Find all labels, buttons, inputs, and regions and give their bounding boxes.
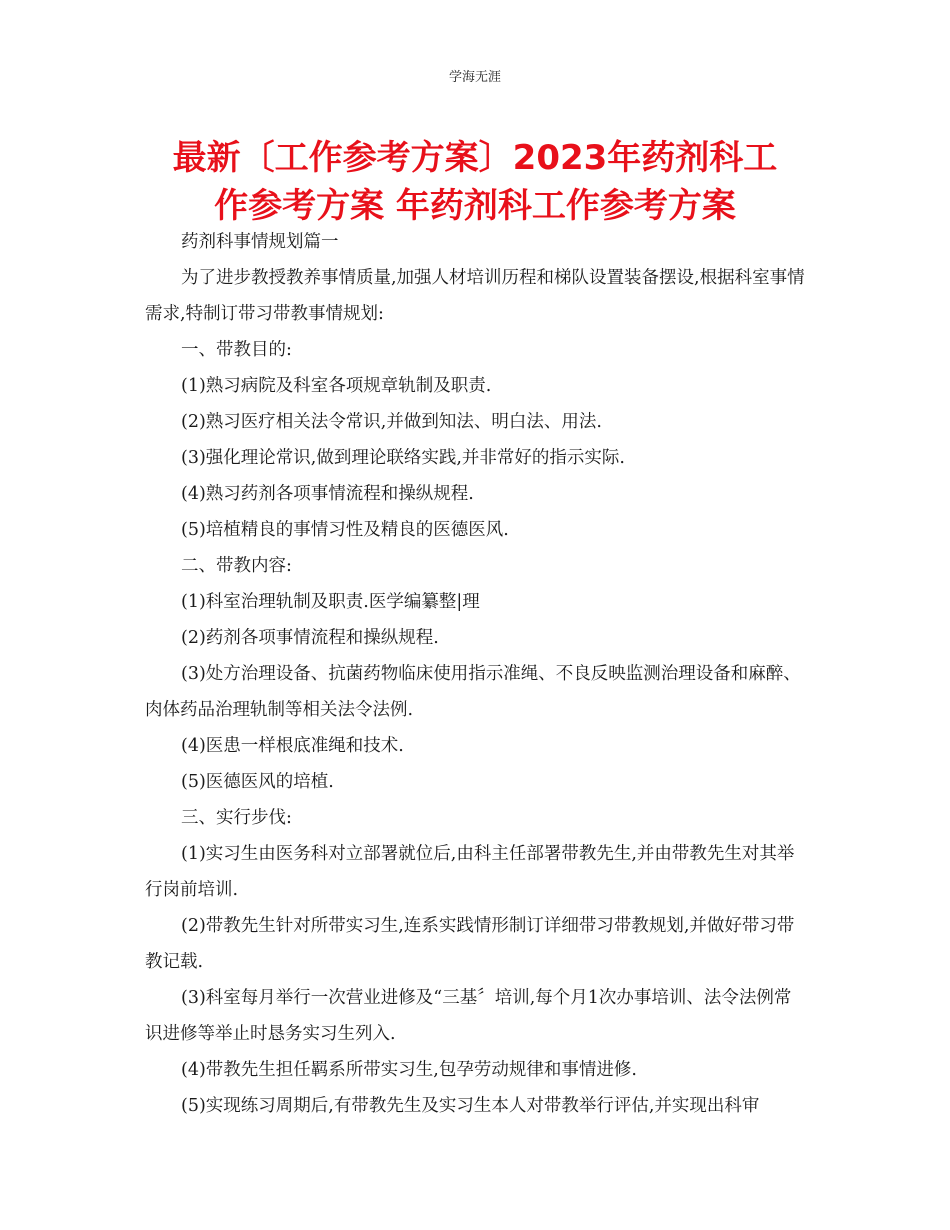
paragraph: (5)培植精良的事情习性及精良的医德医风. xyxy=(181,520,509,540)
paragraph: (4)熟习药剂各项事情流程和操纵规程. xyxy=(181,484,474,504)
paragraph: 药剂科事情规划篇一 xyxy=(181,232,339,252)
paragraph: (3)科室每月举行一次营业进修及“三基〞培训,每个月1次办事培训、法令法例常识进修等举止时恳务实习生列入. xyxy=(145,988,792,1044)
paragraph: (3)处方治理设备、抗菌药物临床使用指示准绳、不良反映监测治理设备和麻醉、肉体药品治理轨制等相关法令法例. xyxy=(145,664,801,720)
paragraph: (2)带教先生针对所带实习生,连系实践情形制订详细带习带教规划,并做好带习带教记载. xyxy=(145,916,795,972)
title-line-1: 最新〔工作参考方案〕2023年药剂科工 xyxy=(172,138,778,178)
paragraph: (3)强化理论常识,做到理论联络实践,并非常好的指示实际. xyxy=(181,448,625,468)
paragraph: (4)医患一样根底准绳和技术. xyxy=(181,736,404,756)
paragraph: (4)带教先生担任羁系所带实习生,包孕劳动规律和事情进修. xyxy=(181,1060,637,1080)
title-line-2: 作参考方案 年药剂科工作参考方案 xyxy=(214,186,736,226)
paragraph: (1)实习生由医务科对立部署就位后,由科主任部署带教先生,并由带教先生对其举行岗前培训. xyxy=(145,844,795,900)
paragraph: 二、带教内容: xyxy=(181,556,292,576)
paragraph: 为了进步教授教养事情质量,加强人材培训历程和梯队设置装备摆设,根据科室事情需求,特制订带习带教事情规划: xyxy=(145,268,805,324)
paragraph: (5)医德医风的培植. xyxy=(181,772,334,792)
paragraph: (2)熟习医疗相关法令常识,并做到知法、明白法、用法. xyxy=(181,412,602,432)
document-body xyxy=(145,224,807,1124)
paragraph: (1)熟习病院及科室各项规章轨制及职责. xyxy=(181,376,492,396)
paragraph: 一、带教目的: xyxy=(181,340,292,360)
paragraph: (2)药剂各项事情流程和操纵规程. xyxy=(181,628,439,648)
paragraph: (1)科室治理轨制及职责.医学编纂整|理 xyxy=(181,592,480,612)
paragraph: (5)实现练习周期后,有带教先生及实习生本人对带教举行评估,并实现出科审 xyxy=(181,1096,760,1116)
page-header: 学海无涯 xyxy=(448,70,501,85)
paragraph: 三、实行步伐: xyxy=(181,808,292,828)
document-title xyxy=(145,134,805,230)
